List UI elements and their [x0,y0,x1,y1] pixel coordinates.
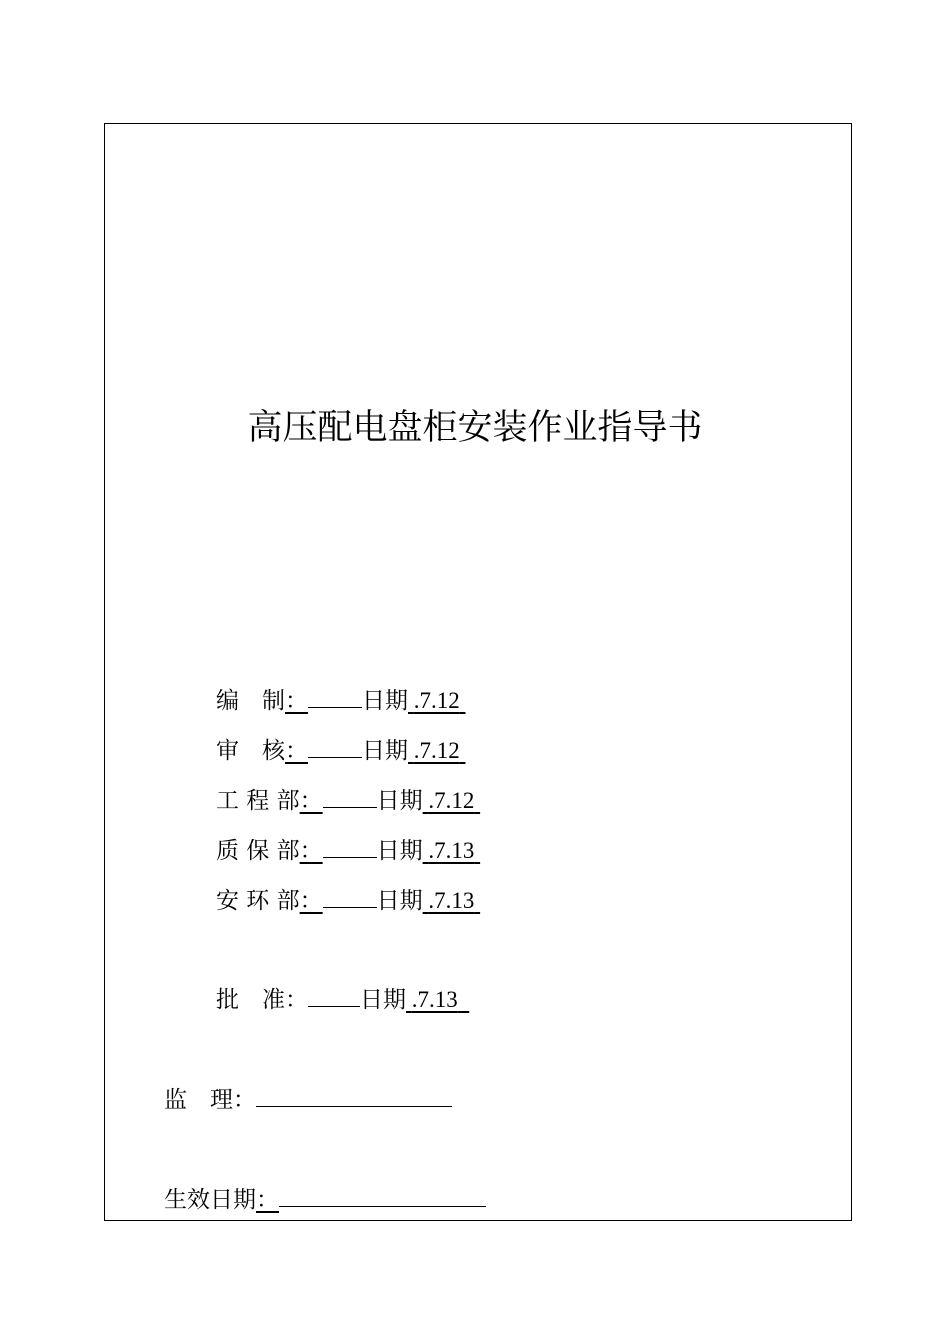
signoff-row-quality [216,835,480,866]
signoff-label: 批 准 [216,987,285,1013]
effective-date-blank[interactable] [279,1184,486,1207]
date-value: .7.13 [428,838,475,863]
signoff-colon: ： [299,838,323,864]
date-value: .7.12 [428,788,475,813]
date-label: 日期 [360,987,406,1013]
date-value: .7.13 [428,888,475,913]
document-title: 高压配电盘柜安装作业指导书 [247,408,703,448]
date-value: .7.12 [413,688,460,713]
supervisor-signature-blank[interactable] [256,1084,452,1107]
supervisor-row [164,1084,452,1115]
signature-blank[interactable] [308,735,362,758]
effective-date-colon: ： [256,1187,279,1213]
effective-date-label: 生效日期 [164,1187,256,1213]
signature-blank[interactable] [308,685,362,708]
date-label: 日期 [376,838,423,864]
page-border [104,123,852,1221]
date-label: 日期 [362,738,408,764]
supervisor-label: 监 理 [164,1087,233,1113]
signoff-label: 审 核 [216,738,285,764]
signoff-label: 编 制 [216,688,285,714]
date-value: .7.13 [411,987,458,1012]
signoff-row-safety [216,885,480,916]
signoff-colon: ： [285,738,308,764]
signoff-colon: ： [285,987,308,1013]
signoff-label: 质 保 部 [216,838,300,864]
signoff-colon: ： [299,888,323,914]
date-label: 日期 [376,888,423,914]
signature-blank[interactable] [323,885,377,908]
date-label: 日期 [376,788,423,814]
date-value: .7.12 [413,738,460,763]
supervisor-colon: ： [233,1087,256,1113]
signature-blank[interactable] [323,785,377,808]
signoff-row-engineering [216,785,480,816]
signoff-label: 工 程 部 [216,788,300,814]
date-label: 日期 [362,688,408,714]
signature-blank[interactable] [323,835,377,858]
signature-blank[interactable] [308,984,360,1007]
signoff-row-approve [216,984,469,1015]
effective-date-row [164,1184,486,1215]
signoff-row-compile [216,685,466,716]
signoff-label: 安 环 部 [216,888,300,914]
signoff-colon: ： [299,788,323,814]
signoff-colon: ： [285,688,308,714]
signoff-row-review [216,735,466,766]
